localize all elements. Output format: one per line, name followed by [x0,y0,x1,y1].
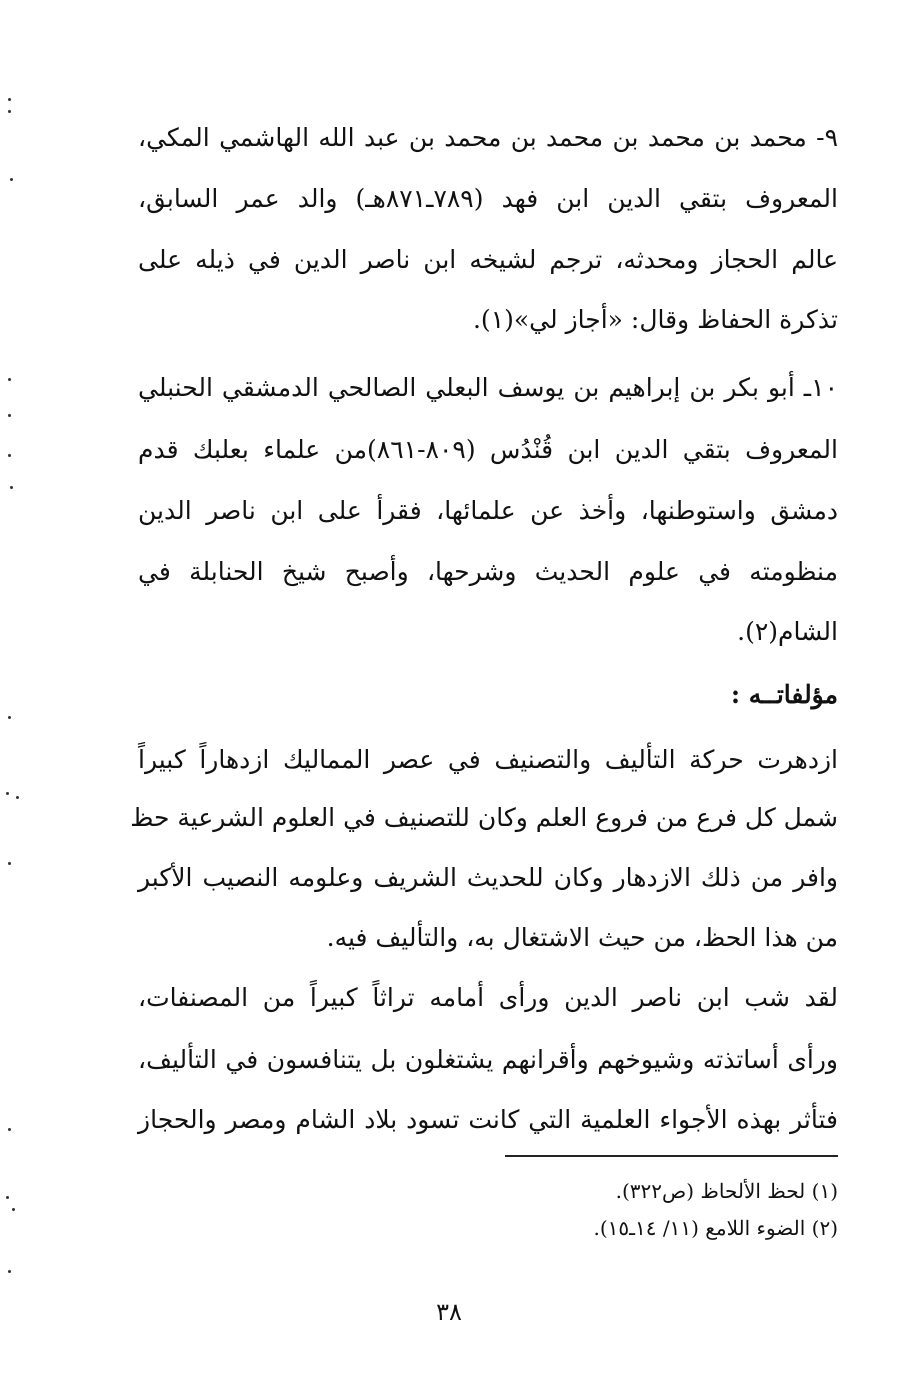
text-line: ازدهرت حركة التأليف والتصنيف في عصر المماليك ازدهاراً كبيراً [138,745,838,774]
text-line: المعروف بتقي الدين ابن قُنْدُس (٨٠٩-٨٦١)من علماء بعلبك قدم [138,435,838,464]
section-heading: مؤلفاتــه : [730,680,838,709]
footnote-1: (١) لحظ الألحاظ (ص٣٢٢). [615,1179,838,1203]
text-line: تذكرة الحفاظ وقال: «أجاز لي»(١). [472,305,838,334]
scan-speck [8,862,11,865]
scan-speck [6,1196,9,1199]
scan-speck [8,454,11,457]
scan-speck [8,110,11,113]
text-line: فتأثر بهذه الأجواء العلمية التي كانت تسود بلاد الشام ومصر والحجاز [138,1105,838,1134]
text-line: المعروف بتقي الدين ابن فهد (٧٨٩ـ٨٧١هـ) والد عمر السابق، [138,184,838,213]
page-number: ٣٨ [436,1298,462,1326]
text-line: دمشق واستوطنها، وأخذ عن علمائها، فقرأ على ابن ناصر الدين [138,496,838,525]
text-line: ٩- محمد بن محمد بن محمد بن محمد بن عبد الله الهاشمي المكي، [138,123,838,152]
text-line: الشام(٢). [737,617,838,646]
scan-speck [10,486,13,489]
scan-speck [8,716,11,719]
text-line: وافر من ذلك الازدهار وكان للحديث الشريف وعلومه النصيب الأكبر [138,863,838,892]
scan-speck [8,378,11,381]
text-line: ١٠ـ أبو بكر بن إبراهيم بن يوسف البعلي الصالحي الدمشقي الحنبلي [138,373,838,402]
scan-speck [8,414,11,417]
scan-speck [12,1208,15,1211]
footnote-2: (٢) الضوء اللامع (١١/ ١٤ـ١٥). [593,1216,838,1240]
text-line: لقد شب ابن ناصر الدين ورأى أمامه تراثاً كبيراً من المصنفات، [138,983,838,1012]
scan-speck [8,98,11,101]
text-line: عالم الحجاز ومحدثه، ترجم لشيخه ابن ناصر الدين في ذيله على [138,245,838,274]
footnote-separator [505,1155,838,1157]
text-line: منظومته في علوم الحديث وشرحها، وأصبح شيخ الحنابلة في [138,557,838,586]
scan-speck [6,792,9,795]
text-line: شمل كل فرع من فروع العلم وكان للتصنيف في العلوم الشرعية حظ [130,803,838,832]
scan-speck [10,178,13,181]
text-line: من هذا الحظ، من حيث الاشتغال به، والتأليف فيه. [326,923,838,952]
text-line: ورأى أساتذته وشيوخهم وأقرانهم يشتغلون بل يتنافسون في التأليف، [138,1045,838,1074]
scan-speck [8,1270,11,1273]
scan-speck [16,796,19,799]
scan-speck [8,1128,11,1131]
